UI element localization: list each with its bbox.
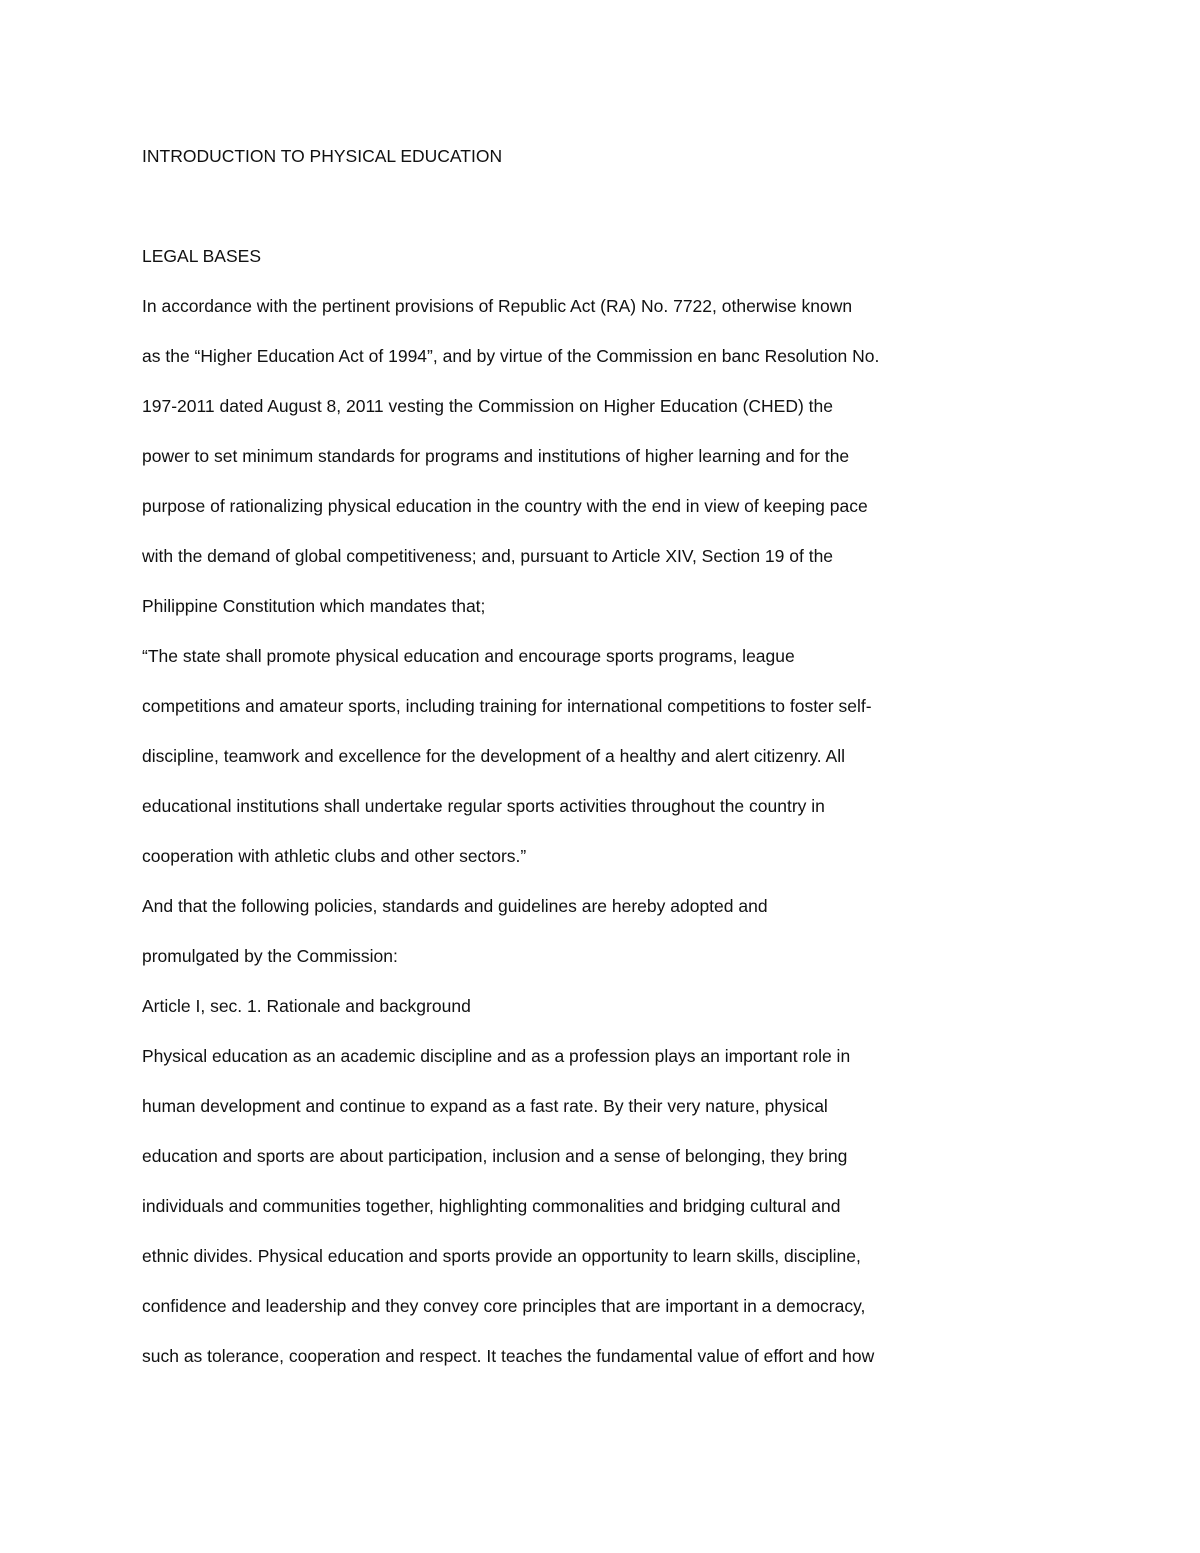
article-heading: Article I, sec. 1. Rationale and background (142, 996, 471, 1016)
quote-line: cooperation with athletic clubs and other sectors.” (142, 846, 527, 866)
text-line: power to set minimum standards for programs and institutions of higher learning and for the (142, 446, 850, 466)
quote-line: discipline, teamwork and excellence for the development of a healthy and alert citizenry. All (142, 746, 845, 766)
text-line: purpose of rationalizing physical education in the country with the end in view of keeping pace (142, 496, 868, 516)
text-line: with the demand of global competitiveness; and, pursuant to Article XIV, Section 19 of the (142, 546, 834, 566)
text-line: ethnic divides. Physical education and sports provide an opportunity to learn skills, discipline, (142, 1246, 861, 1266)
text-line: Philippine Constitution which mandates that; (142, 596, 486, 616)
text-line: confidence and leadership and they convey core principles that are important in a democracy, (142, 1296, 866, 1316)
section-heading: LEGAL BASES (142, 246, 261, 266)
quote-line: competitions and amateur sports, including training for international competitions to foster self- (142, 696, 872, 716)
text-line: Physical education as an academic discipline and as a profession plays an important role in (142, 1046, 851, 1066)
text-line: 197-2011 dated August 8, 2011 vesting the Commission on Higher Education (CHED) the (142, 396, 834, 416)
text-line: human development and continue to expand as a fast rate. By their very nature, physical (142, 1096, 828, 1116)
text-line: such as tolerance, cooperation and respect. It teaches the fundamental value of effort and how (142, 1346, 875, 1366)
text-line: promulgated by the Commission: (142, 946, 398, 966)
text-line: education and sports are about participation, inclusion and a sense of belonging, they bring (142, 1146, 848, 1166)
document-title: INTRODUCTION TO PHYSICAL EDUCATION (142, 146, 503, 166)
text-line: And that the following policies, standards and guidelines are hereby adopted and (142, 896, 768, 916)
text-line: as the “Higher Education Act of 1994”, and by virtue of the Commission en banc Resolution No. (142, 346, 880, 366)
quote-line: “The state shall promote physical education and encourage sports programs, league (142, 646, 795, 666)
text-line: In accordance with the pertinent provisions of Republic Act (RA) No. 7722, otherwise known (142, 296, 853, 316)
text-line: individuals and communities together, highlighting commonalities and bridging cultural and (142, 1196, 841, 1216)
quote-line: educational institutions shall undertake regular sports activities throughout the country in (142, 796, 825, 816)
